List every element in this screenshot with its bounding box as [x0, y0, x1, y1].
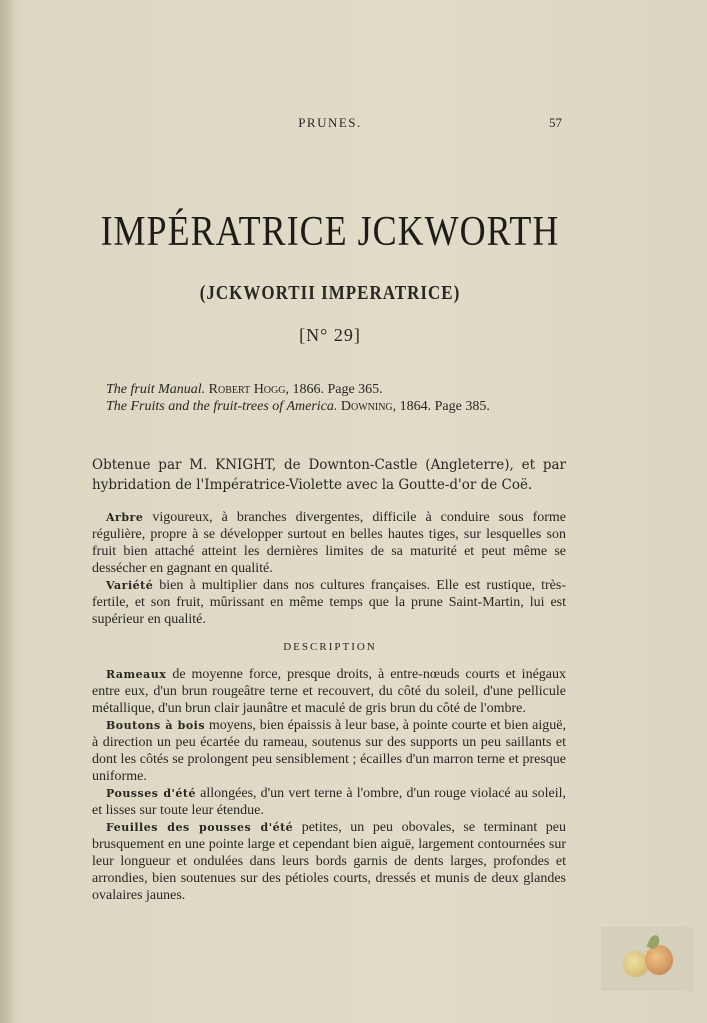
reference-line [106, 398, 566, 415]
paragraph-arbre [92, 509, 566, 577]
tree-paragraphs [92, 509, 566, 628]
running-head: PRUNES. [298, 115, 362, 130]
reference-details: , 1864. Page 385. [392, 399, 490, 414]
paragraph-lead: Arbre [106, 511, 144, 524]
paragraph-text: petites, un peu obovales, se terminant peu brusquement en une pointe large et cependant bien aiguë, largement contournées sur leur longueur et ondulées dans leurs bords garnis de dents larges, profondes et arrondies, bien soutenues sur des pétioles courts, dressés et munis de deux glandes ovalaires jaunes. [92, 820, 566, 903]
fruit-thumbnail [601, 927, 693, 991]
paragraph-pousses [92, 785, 566, 819]
paragraph-text: vigoureux, à branches divergentes, difficile à conduire sous forme régulière, propre à se développer surtout en belles hautes tiges, sur lesquelles son fruit bien attaché atteint les dernières limites de sa maturité et peut même se dessécher en gagnant en qualité. [92, 510, 566, 576]
paragraph-lead: Feuilles des pousses d'été [106, 821, 294, 834]
paragraph-boutons [92, 717, 566, 785]
variety-number: [N° 29] [299, 325, 361, 345]
page-title: IMPÉRATRICE JCKWORTH [100, 207, 560, 255]
paragraph-variete [92, 577, 566, 628]
paragraph-lead: Variété [106, 579, 154, 592]
paragraph-text: bien à multiplier dans nos cultures françaises. Elle est rustique, très-fertile, et son fruit, mûrissant en même temps que la prune Saint-Martin, lui est supérieur en qualité. [92, 578, 566, 627]
reference-work: The Fruits and the fruit-trees of America. [106, 399, 338, 414]
origin-paragraph: Obtenue par M. KNIGHT, de Downton-Castle (Angleterre), et par hybridation de l'Impératrice-Violette avec la Goutte-d'or de Coë. [92, 457, 566, 493]
section-heading: DESCRIPTION [283, 641, 377, 653]
paragraph-text: moyens, bien épaissis à leur base, à pointe courte et bien aiguë, à direction un peu écartée du rameau, soutenus sur des supports un peu saillants et dont les côtés se prolongent peu sensiblement ; écailles d'un marron terne et presque uniforme. [92, 718, 566, 784]
page-spine-shadow [0, 0, 14, 1023]
fruit-icon [645, 945, 673, 975]
reference-author: Robert Hogg [208, 382, 286, 397]
reference-work: The fruit Manual. [106, 382, 206, 397]
description-paragraphs [92, 666, 566, 904]
paragraph-feuilles [92, 819, 566, 904]
reference-author: Downing [340, 399, 393, 414]
paragraph-lead: Boutons à bois [106, 719, 206, 732]
paragraph-lead: Rameaux [106, 668, 167, 681]
paragraph-text: de moyenne force, presque droits, à entre-nœuds courts et inégaux entre eux, d'un brun rougeâtre terne et recouvert, du côté du soleil, d'une pellicule métallique, d'un brun clair jaunâtre et maculé de gris brun du côté de l'ombre. [92, 667, 566, 716]
page-header [90, 115, 570, 135]
paragraph-lead: Pousses d'été [106, 787, 196, 800]
references [106, 381, 566, 415]
paragraph-text: allongées, d'un vert terne à l'ombre, d'un rouge violacé au soleil, et lisses sur toute leur étendue. [92, 786, 566, 818]
reference-details: , 1866. Page 365. [285, 382, 383, 397]
page-number: 57 [549, 115, 562, 130]
latin-subtitle: (JCKWORTII IMPERATRICE) [199, 281, 461, 304]
paragraph-rameaux [92, 666, 566, 717]
reference-line [106, 381, 566, 398]
